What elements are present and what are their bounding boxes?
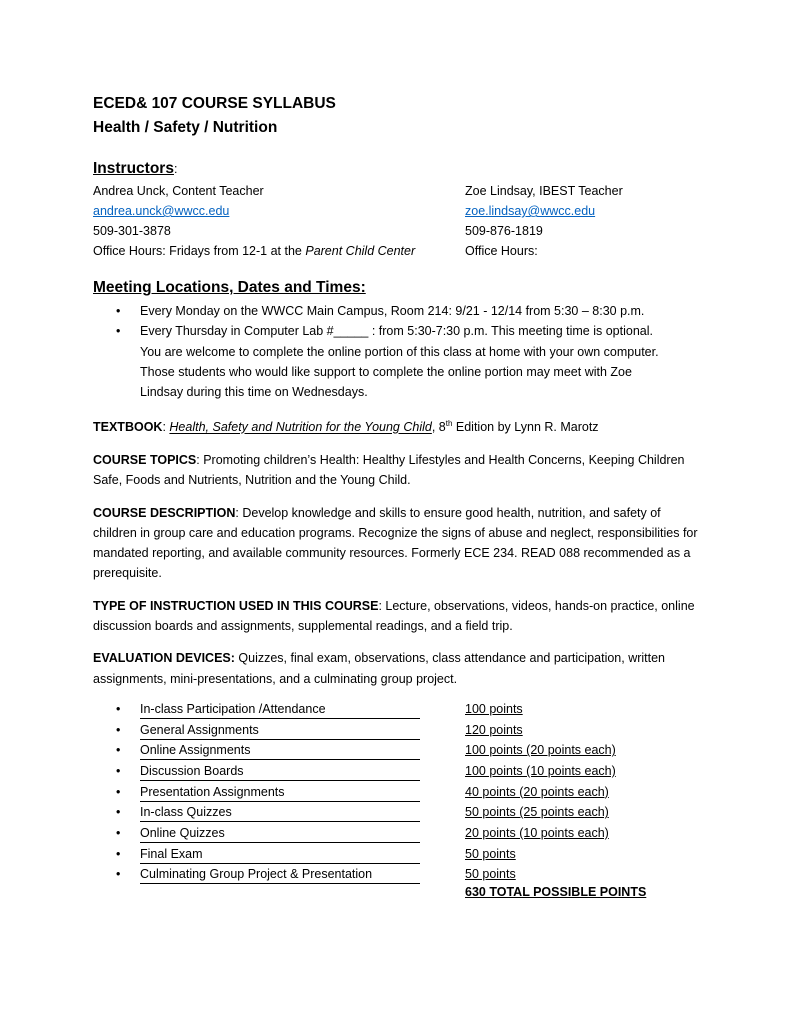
evaluation-item-points: 50 points (25 points each) [465,805,609,820]
evaluation-row [93,802,703,823]
evaluation-list [93,699,703,885]
instructor-left [93,181,415,261]
list-item-continuation: Lindsay during this time on Wednesdays. [140,385,368,400]
evaluation-row [93,740,703,761]
evaluation-paragraph: EVALUATION DEVICES: Quizzes, final exam, observations, class attendance and participation, written assignments, mini-presentations, and a culminating group project. [93,651,666,686]
evaluation-item-name: General Assignments [140,722,420,740]
instructor-name: Zoe Lindsay, IBEST Teacher [465,184,623,198]
evaluation-item-name: Final Exam [140,846,420,864]
evaluation-row [93,782,703,803]
evaluation-item-name: Online Assignments [140,742,420,760]
instructor-name: Andrea Unck, Content Teacher [93,184,264,198]
bullet-icon: • [116,763,121,778]
evaluation-item-name: In-class Participation /Attendance [140,701,420,719]
instructor-phone: 509-301-3878 [93,224,171,238]
evaluation-item-points: 120 points [465,722,523,737]
bullet-icon: • [116,722,121,737]
bullet-icon: • [116,701,121,716]
evaluation-item-name: In-class Quizzes [140,804,420,822]
evaluation-item-name: Presentation Assignments [140,784,420,802]
bullet-icon: • [116,784,121,799]
evaluation-row [93,864,703,885]
evaluation-item-points: 50 points [465,846,516,861]
evaluation-item-points: 100 points (10 points each) [465,763,616,778]
evaluation-item-points: 20 points (10 points each) [465,826,609,841]
total-row [93,885,703,905]
instructor-phone: 509-876-1819 [465,224,543,238]
textbook-paragraph: TEXTBOOK: Health, Safety and Nutrition for the Young Child, 8th Edition by Lynn R. Marotz [93,419,599,435]
evaluation-item-name: Culminating Group Project & Presentation [140,866,420,884]
instructor-email-link[interactable]: andrea.unck@wwcc.edu [93,204,230,218]
evaluation-item-points: 40 points (20 points each) [465,784,609,799]
evaluation-item-points: 100 points [465,701,523,716]
evaluation-row [93,699,703,720]
evaluation-item-name: Discussion Boards [140,763,420,781]
syllabus-page [93,92,703,905]
instructors-heading: Instructors: [93,160,178,177]
list-item: • Every Thursday in Computer Lab #_____ : from 5:30-7:30 p.m. This meeting time is optional. [93,321,703,341]
bullet-icon: • [116,324,121,339]
evaluation-row [93,844,703,865]
evaluation-item-points: 50 points [465,867,516,882]
bullet-icon: • [116,743,121,758]
evaluation-row [93,720,703,741]
instruction-type-paragraph: TYPE OF INSTRUCTION USED IN THIS COURSE: Lecture, observations, videos, hands-on practice, online discussion boards and assignments, supplemental readings, and a field trip. [93,598,695,634]
bullet-icon: • [116,826,121,841]
document-subtitle: Health / Safety / Nutrition [93,119,278,136]
meeting-heading: Meeting Locations, Dates and Times: [93,279,366,296]
bullet-icon: • [116,304,121,318]
bullet-icon: • [116,867,121,882]
document-title: ECED& 107 COURSE SYLLABUS [93,95,336,112]
total-points: 630 TOTAL POSSIBLE POINTS [465,885,647,900]
list-item-continuation: Those students who would like support to complete the online portion may meet with Zoe [140,364,632,379]
list-item-continuation: You are welcome to complete the online portion of this class at home with your own computer. [140,344,659,359]
instructors-block [93,181,703,263]
list-item: • Every Monday on the WWCC Main Campus, Room 214: 9/21 - 12/14 from 5:30 – 8:30 p.m. [93,301,703,321]
evaluation-item-name: Online Quizzes [140,825,420,843]
instructor-office-hours: Office Hours: [465,244,538,258]
instructor-office-hours: Office Hours: Fridays from 12-1 at the Parent Child Center [93,244,416,258]
meeting-list [93,301,703,402]
bullet-icon: • [116,805,121,820]
instructor-right [465,181,623,261]
instructor-email-link[interactable]: zoe.lindsay@wwcc.edu [465,204,596,218]
evaluation-item-points: 100 points (20 points each) [465,743,616,758]
course-topics-paragraph: COURSE TOPICS: Promoting children’s Health: Healthy Lifestyles and Health Concerns, Keeping Children Safe, Foods and Nutrients, Nutrition and the Young Child. [93,452,685,488]
evaluation-row [93,761,703,782]
course-description-paragraph: COURSE DESCRIPTION: Develop knowledge and skills to ensure good health, nutrition, and safety of children in group care and education programs. Recognize the signs of abuse and neglect, responsibilities for mandated reporting, and available community resources. Formerly ECE 234. READ 088 recommended as a prerequisite. [93,505,698,581]
bullet-icon: • [116,846,121,861]
evaluation-row [93,823,703,844]
